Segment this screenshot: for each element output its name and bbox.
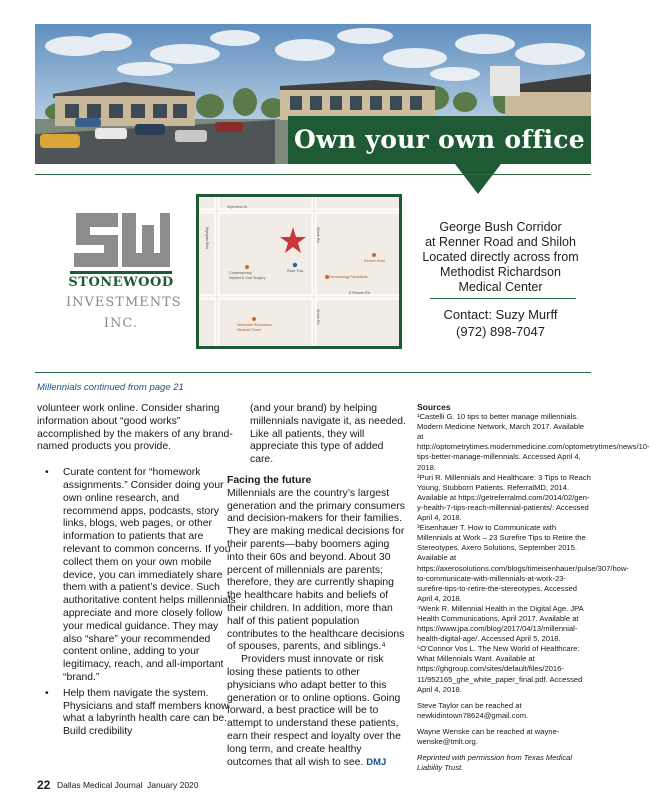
reprint-note: Reprinted with permission from Texas Medical Liability Trust. bbox=[417, 753, 573, 773]
logo-name: STONEWOOD bbox=[68, 275, 174, 290]
map-poi-methodist: Methodist Richardson bbox=[237, 323, 272, 327]
col2-para2-text: Providers must innovate or risk losing these patients to other physicians who adapt better to this generation or to online options. Going forward, a best practice will be to attempt to understand these patients, earn their respect and loyalty over the long term, and create healthy outcomes that all wish to see. bbox=[227, 654, 401, 768]
bullet-dot: • bbox=[45, 467, 49, 479]
source-2: ²Puri R. Millennials and Healthcare: 3 Tips to Reach Young, Stubborn Patients. ReferralMD, 2014. Available at https://getreferralmd.com/2014/02/gen-y-health-7-tips-reach-millennial-patients/. Accessed April 4, 2018. bbox=[417, 472, 591, 523]
bullet-navigate-text: Help them navigate the system. Physicians and staff members know what a labyrinth health care can be. Build credibility bbox=[63, 687, 229, 738]
wenske-contact: Wayne Wenske can be reached at wayne-wenske@tmlt.org. bbox=[417, 726, 560, 746]
article-column-1 bbox=[37, 403, 236, 739]
sources-column bbox=[417, 402, 650, 773]
map-poi-racetrac: Race Trac bbox=[287, 269, 304, 273]
map-poi-contemporary-2: Implant & Oral Surgery bbox=[229, 276, 266, 280]
location-map bbox=[196, 194, 402, 349]
location-line-5: Medical Center bbox=[458, 280, 543, 294]
map-street-top: Wyrnview Dr bbox=[227, 205, 248, 209]
location-line-3: Located directly across from bbox=[422, 250, 579, 264]
taylor-contact: Steve Taylor can be reached at newkidintown78624@gmail.com. bbox=[417, 700, 529, 720]
map-street-right: Shiloh Rd bbox=[316, 309, 320, 325]
source-4: ⁴Wenk R. Millennial Health in the Digital Age. JPA Health Communications, April 2017. Available at https://www.jpa.com/blog/2017/04/13/millennial-health-digital-age/. Accessed April 5, 2018. bbox=[417, 603, 584, 644]
divider-article bbox=[35, 372, 591, 373]
bullet-homework bbox=[37, 467, 236, 685]
col2-continued: (and your brand) by helping millennials navigate it, as needed. Like all patients, they will appreciate this type of added care. bbox=[250, 403, 406, 466]
logo-investments: INVESTMENTS bbox=[66, 295, 182, 310]
dmj-signature: DMJ bbox=[366, 756, 387, 768]
continued-note: Millennials continued from page 21 bbox=[37, 382, 184, 393]
banner-headline: Own your own office bbox=[288, 116, 591, 164]
source-5: ⁵O’Connor Vos L. The New World of Healthcare: What Millennials Want. Available at https://ghgroup.com/sites/default/files/2016-11/952165_ghe_white_paper_final.pdf. Accessed April 4, 2018. bbox=[417, 644, 583, 694]
source-3: ³Eisenhauer T. How to Communicate with Millennials at Work – 23 Surefire Tips to Retire the Stereotypes. Axero Solutions, September 2015. Available at https://axerosolutions.com/blogs/timeisenhauer/pulse/307/how-to-communicate-with-millennials-at-work-23-surefire-tips-to-retire-the-stereotypes. Accessed April 4, 2018. bbox=[417, 523, 629, 603]
location-line-1: George Bush Corridor bbox=[439, 220, 562, 234]
divider-top bbox=[35, 174, 591, 175]
stonewood-logo bbox=[66, 205, 182, 333]
article-column-2 bbox=[227, 403, 407, 769]
issue-date: January 2020 bbox=[147, 780, 199, 790]
bullet-homework-text: Curate content for “homework assignments.” Consider doing your own online research, and recommend apps, podcasts, story links, blogs, web pages, or other information to patients that are relevant to common concerns. If you collect them on your own mobile device, you can immediately share them with a patient’s device. Such authoritative content helps millennials appreciate and more closely follow your medical guidance. They may also “share” your recommended content online, adding to your legitimacy, reach, and all-important “brand.” bbox=[63, 467, 236, 683]
sources-heading: Sources bbox=[417, 402, 451, 412]
map-street-bottom: E Renner Rd bbox=[349, 291, 370, 295]
section-heading-facing-future: Facing the future bbox=[227, 474, 312, 486]
location-line-4: Methodist Richardson bbox=[440, 265, 561, 279]
source-1: ¹Castelli G. 10 tips to better manage millennials. Modern Medicine Network, March 2017. Available at http://optometrytimes.modernmedicine.com/optometrytimes/news/10-tips-better-manage-millennials. Accessed April 4, 2018. bbox=[417, 412, 650, 472]
map-poi-methodist-2: Medical Center bbox=[237, 328, 262, 332]
col1-intro: volunteer work online. Consider sharing information about “good works” accomplished by the makers of any brand-named products you provide. bbox=[37, 403, 233, 453]
location-divider bbox=[430, 298, 576, 299]
map-poi-renner: Renner Hotel bbox=[364, 259, 386, 263]
bullet-dot: • bbox=[45, 687, 49, 699]
location-line-2: at Renner Road and Shiloh bbox=[425, 235, 576, 249]
col2-para2 bbox=[227, 654, 407, 769]
publication-name: Dallas Medical Journal bbox=[57, 780, 143, 790]
logo-inc: INC. bbox=[103, 316, 139, 331]
bullet-navigate bbox=[37, 688, 236, 739]
contact-name: Contact: Suzy Murff bbox=[443, 307, 558, 322]
banner-pointer bbox=[455, 164, 501, 194]
map-street-mid: Shiloh Rd bbox=[316, 227, 320, 243]
map-poi-dermatology: Dermatology Specialists bbox=[329, 275, 368, 279]
page-number: 22 bbox=[37, 778, 51, 792]
col2-para1: Millennials are the country’s largest generation and the primary consumers and decision-makers for their families. They are making medical decisions for their parents—baby boomers aging into their 60s and beyond. About 30 percent of millennials are parents; therefore, they are currently shaping the healthcare habits and beliefs of their children. In addition, more than half of this patient population contributes to the healthcare decisions of spouses, parents, and siblings.⁴ bbox=[227, 487, 405, 653]
contact-phone: (972) 898-7047 bbox=[456, 324, 545, 339]
map-poi-contemporary: Contemporary bbox=[229, 271, 252, 275]
map-street-left: Wyngate Blvd bbox=[205, 227, 209, 250]
